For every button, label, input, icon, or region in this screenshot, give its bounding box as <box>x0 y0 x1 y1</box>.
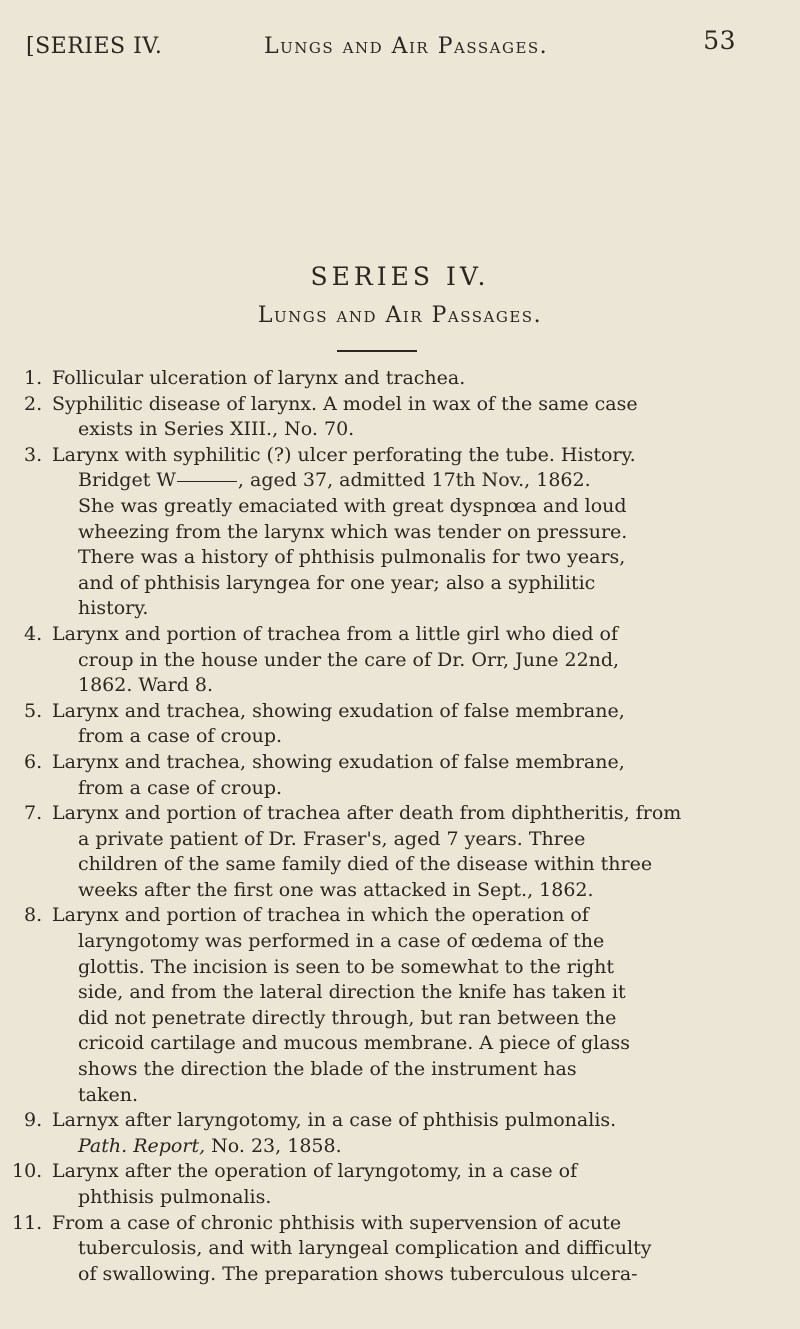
entry-number: 3. <box>24 443 43 466</box>
entry-line: Larynx with syphilitic (?) ulcer perforating the tube. History. <box>52 443 636 466</box>
entry-line: did not penetrate directly through, but ran between the <box>78 1006 617 1029</box>
entry-line <box>52 468 702 494</box>
patient-name: Bridget W <box>78 469 176 492</box>
catalogue-entries <box>0 366 800 1287</box>
section-heading: Lungs and Air Passages. <box>257 303 543 328</box>
entry-number: 9. <box>24 1109 43 1132</box>
entry-line: glottis. The incision is seen to be somewhat to the right <box>78 955 614 978</box>
reference-title: Path. Report, <box>78 1134 206 1157</box>
entry-line: Syphilitic disease of larynx. A model in wax of the same case <box>52 392 638 415</box>
entry-number: 11. <box>12 1211 43 1234</box>
entry-line: a private patient of Dr. Fraser's, aged 7 years. Three <box>78 827 586 850</box>
catalogue-entry <box>0 699 702 750</box>
running-head-title: Lungs and Air Passages. <box>264 34 549 59</box>
catalogue-entry <box>0 443 702 622</box>
entry-line: taken. <box>78 1083 138 1106</box>
entry-line: Larynx and portion of trachea from a little girl who died of <box>52 622 619 645</box>
entry-line: weeks after the first one was attacked in Sept., 1862. <box>78 878 594 901</box>
name-redaction-dash <box>177 481 237 482</box>
entry-number: 2. <box>24 392 43 415</box>
entry-line: croup in the house under the care of Dr. Orr, June 22nd, <box>78 648 620 671</box>
entry-line: of swallowing. The preparation shows tuberculous ulcera- <box>78 1262 638 1285</box>
catalogue-entry <box>0 1108 702 1159</box>
heading-rule <box>337 350 417 352</box>
entry-number: 4. <box>24 622 43 645</box>
running-head-series: [SERIES IV. <box>26 34 163 59</box>
entry-line: tuberculosis, and with laryngeal complication and difficulty <box>78 1237 652 1260</box>
entry-number: 7. <box>24 802 43 825</box>
catalogue-entry <box>0 750 702 801</box>
entry-line: wheezing from the larynx which was tender on pressure. <box>78 520 628 543</box>
entry-line: Larnyx after laryngotomy, in a case of phthisis pulmonalis. <box>52 1109 617 1132</box>
entry-line: 1862. Ward 8. <box>78 674 214 697</box>
series-heading: SERIES IV. <box>310 262 490 291</box>
page-number: 53 <box>703 26 736 55</box>
entry-line: and of phthisis laryngea for one year; also a syphilitic <box>78 571 596 594</box>
entry-line: cricoid cartilage and mucous membrane. A piece of glass <box>78 1032 631 1055</box>
catalogue-entry <box>0 622 702 699</box>
entry-line <box>52 1134 702 1160</box>
entry-line: children of the same family died of the disease within three <box>78 853 653 876</box>
entry-number: 10. <box>12 1160 43 1183</box>
entry-line: There was a history of phthisis pulmonalis for two years, <box>78 546 626 569</box>
entry-line: Larynx and trachea, showing exudation of false membrane, <box>52 750 625 773</box>
entry-line-rest: , aged 37, admitted 17th Nov., 1862. <box>237 469 591 492</box>
entry-line: Larynx and portion of trachea in which the operation of <box>52 904 589 927</box>
entry-line: She was greatly emaciated with great dyspnœa and loud <box>78 494 627 517</box>
catalogue-entry <box>0 1211 702 1288</box>
catalogue-entry <box>0 1159 702 1210</box>
catalogue-entry <box>0 903 702 1108</box>
catalogue-entry <box>0 801 702 903</box>
entry-number: 1. <box>24 367 43 389</box>
entry-line: shows the direction the blade of the instrument has <box>78 1058 577 1081</box>
entry-line: Larynx after the operation of laryngotomy, in a case of <box>52 1160 578 1183</box>
entry-number: 5. <box>24 699 43 722</box>
entry-line: history. <box>78 597 149 620</box>
running-head <box>26 26 736 66</box>
reference-detail: No. 23, 1858. <box>205 1134 342 1157</box>
entry-line: laryngotomy was performed in a case of œdema of the <box>78 930 605 953</box>
entry-number: 6. <box>24 750 43 773</box>
entry-line: Larynx and portion of trachea after death from diphtheritis, from <box>52 802 682 825</box>
entry-line: From a case of chronic phthisis with supervension of acute <box>52 1211 622 1234</box>
entry-line: side, and from the lateral direction the knife has taken it <box>78 981 626 1004</box>
catalogue-entry <box>0 392 702 443</box>
catalogue-entry <box>0 366 702 392</box>
entry-line: Follicular ulceration of larynx and trachea. <box>52 367 466 389</box>
entry-line: phthisis pulmonalis. <box>78 1186 272 1208</box>
entry-line: from a case of croup. <box>78 776 283 799</box>
entry-line: from a case of croup. <box>78 725 283 748</box>
entry-number: 8. <box>24 904 43 927</box>
entry-line: exists in Series XIII., No. 70. <box>78 418 355 441</box>
entry-line: Larynx and trachea, showing exudation of false membrane, <box>52 699 625 722</box>
